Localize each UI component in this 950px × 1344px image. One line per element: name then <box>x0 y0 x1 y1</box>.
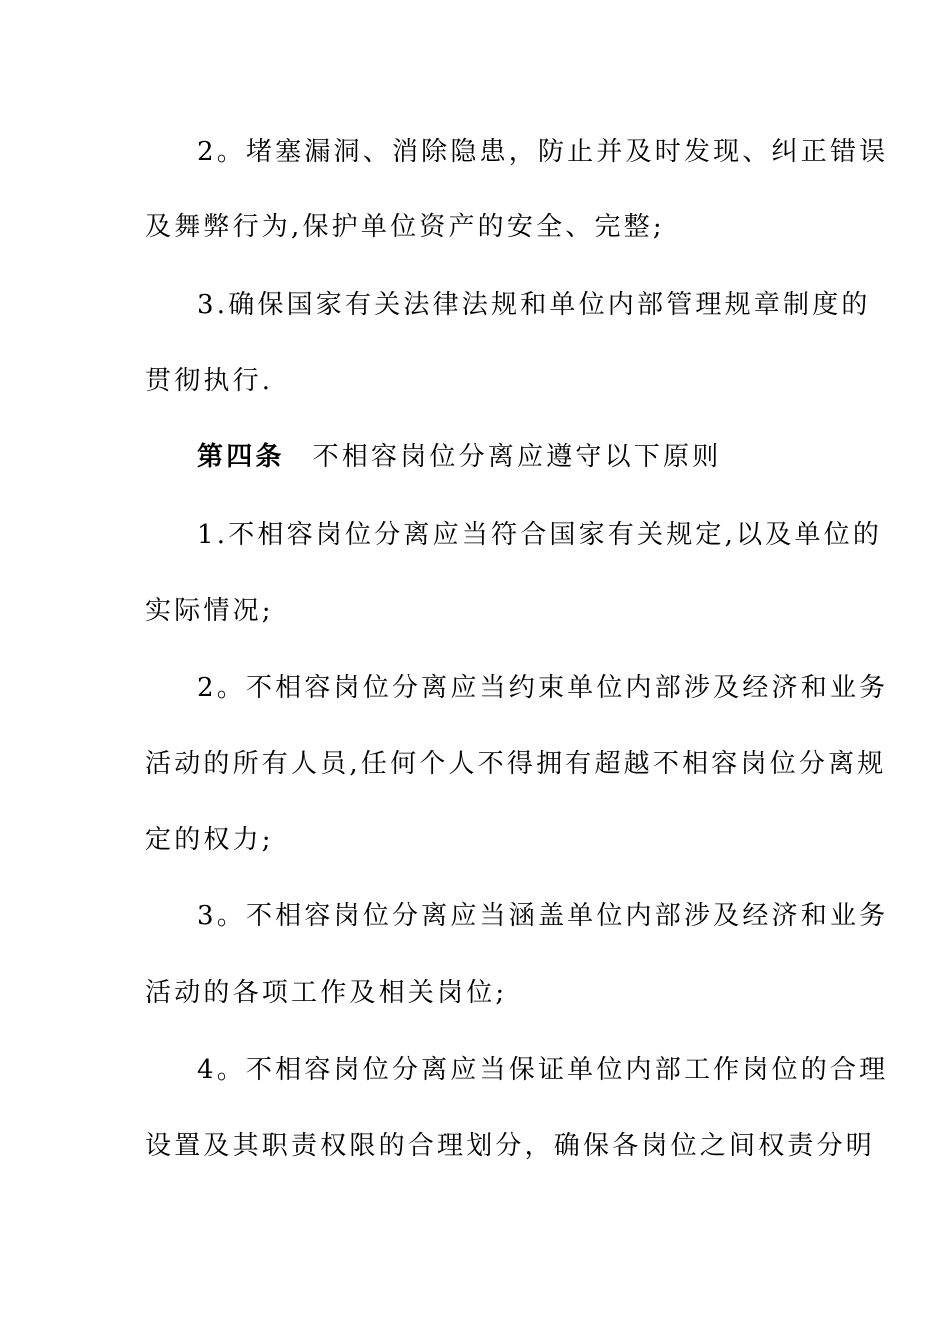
paragraph-line: 设置及其职责权限的合理划分，确保各岗位之间权责分明 <box>145 1131 876 1161</box>
paragraph-line: 实际情况; <box>145 596 274 626</box>
paragraph-line: 4。不相容岗位分离应当保证单位内部工作岗位的合理 <box>197 1055 889 1085</box>
paragraph-line: 贯彻执行. <box>145 366 274 396</box>
paragraph-line: 1.不相容岗位分离应当符合国家有关规定,以及单位的 <box>197 520 883 550</box>
paragraph-line: 定的权力; <box>145 825 274 855</box>
paragraph-line: 2。不相容岗位分离应当约束单位内部涉及经济和业务 <box>197 673 889 703</box>
paragraph-line: 活动的各项工作及相关岗位; <box>145 978 508 1008</box>
article-heading <box>197 440 810 474</box>
paragraph-line: 及舞弊行为,保护单位资产的安全、完整; <box>145 212 665 242</box>
paragraph-line: 3。不相容岗位分离应当涵盖单位内部涉及经济和业务 <box>197 901 889 931</box>
paragraph-line: 3.确保国家有关法律法规和单位内部管理规章制度的 <box>197 290 871 320</box>
paragraph-line: 2。堵塞漏洞、消除隐患，防止并及时发现、纠正错误 <box>197 137 889 167</box>
article-title: 不相容岗位分离应遵守以下原则 <box>312 442 722 472</box>
paragraph-line: 活动的所有人员,任何个人不得拥有超越不相容岗位分离规 <box>145 749 887 779</box>
article-number: 第四条 <box>197 442 285 472</box>
